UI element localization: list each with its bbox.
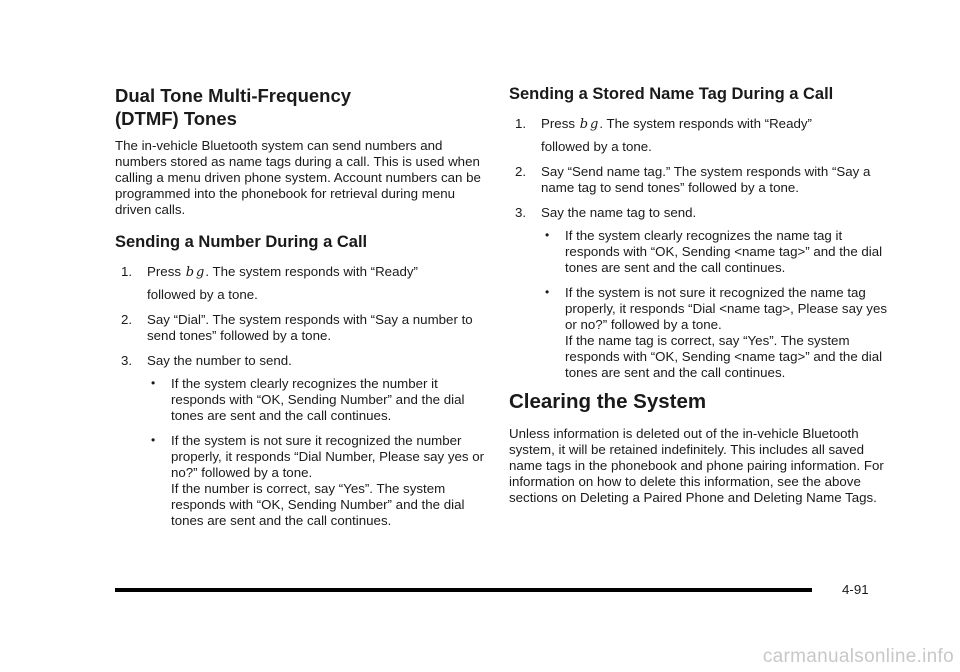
step-text: Press	[541, 116, 575, 131]
bullet-text: If the system clearly recognizes the name tag it responds with “OK, Sending <name tag>” and the dial tones are sent and the call continues.	[565, 228, 883, 275]
dtmf-title-line2: (DTMF) Tones	[115, 108, 237, 129]
step-number: 3.	[515, 205, 527, 220]
bullet-icon: •	[151, 376, 156, 390]
step-3	[509, 205, 889, 381]
send-number-bullets	[147, 376, 485, 529]
send-name-tag-title: Sending a Stored Name Tag During a Call	[509, 85, 834, 103]
phone-button-icon: g	[196, 265, 205, 280]
phone-button-icon: g	[590, 117, 599, 132]
page-number: 4-91	[842, 582, 869, 597]
step-number: 2.	[515, 164, 527, 179]
send-number-steps	[115, 264, 485, 529]
bullet-item	[541, 285, 889, 381]
right-column	[509, 84, 889, 520]
send-number-title: Sending a Number During a Call	[115, 233, 368, 251]
left-column	[115, 84, 485, 538]
step-text: Say the number to send.	[147, 353, 292, 368]
bullet-text: If the system is not sure it recognized the number properly, it responds “Dial Number, Please say yes or no?” followed by a tone. If the number is correct, say “Yes”. The system responds with “OK, Sending Number” and the dial tones are sent and the call continues.	[171, 433, 485, 528]
dtmf-intro: The in-vehicle Bluetooth system can send numbers and numbers stored as name tags during a call. This is used when calling a menu driven phone system. Account numbers can be programmed into the phonebook for retrieval during menu driven calls.	[115, 138, 481, 217]
step-text: Say the name tag to send.	[541, 205, 697, 220]
clearing-text: Unless information is deleted out of the in-vehicle Bluetooth system, it will be retained indefinitely. This includes all saved name tags in the phonebook and phone pairing information. For information on how to delete this information, see the above sections on Deleting a Paired Phone and Deleting Name Tags.	[509, 426, 884, 505]
step-number: 2.	[121, 312, 133, 327]
send-name-tag-bullets	[541, 228, 889, 381]
talk-button-icon: b	[185, 265, 195, 280]
talk-button-icon: b	[579, 117, 589, 132]
bullet-icon: •	[151, 433, 156, 447]
send-name-tag-steps	[509, 116, 889, 381]
step-number: 3.	[121, 353, 133, 368]
step-text: Say “Send name tag.” The system responds with “Say a name tag to send tones” followed by a tone.	[541, 164, 871, 195]
bullet-item	[147, 433, 485, 529]
step-2	[115, 312, 485, 344]
bullet-item	[147, 376, 485, 424]
watermark: carmanualsonline.info	[762, 646, 954, 667]
step-text: Say “Dial”. The system responds with “Say a number to send tones” followed by a tone.	[147, 312, 473, 343]
step-text: Press	[147, 264, 181, 279]
step-text: followed by a tone.	[541, 139, 652, 154]
step-2	[509, 164, 889, 196]
step-3	[115, 353, 485, 529]
step-number: 1.	[515, 116, 527, 131]
step-number: 1.	[121, 264, 133, 279]
bullet-text: If the system is not sure it recognized the name tag properly, it responds “Dial <name tag>, Please say yes or no?” followed by a tone. If the name tag is correct, say “Yes”. The system responds with “OK, Sending <name tag>” and the dial tones are sent and the call continues.	[565, 285, 887, 380]
bullet-icon: •	[545, 285, 550, 299]
step-1	[509, 116, 889, 155]
footer-rule	[115, 588, 812, 592]
step-text: followed by a tone.	[147, 287, 258, 302]
dtmf-title	[115, 84, 485, 130]
step-text: . The system responds with “Ready”	[205, 264, 418, 279]
dtmf-title-line1: Dual Tone Multi-Frequency	[115, 85, 352, 106]
bullet-item	[541, 228, 889, 276]
clearing-title: Clearing the System	[509, 390, 707, 413]
bullet-text: If the system clearly recognizes the number it responds with “OK, Sending Number” and the dial tones are sent and the call continues.	[171, 376, 465, 423]
bullet-icon: •	[545, 228, 550, 242]
step-text: . The system responds with “Ready”	[599, 116, 812, 131]
step-1	[115, 264, 485, 303]
